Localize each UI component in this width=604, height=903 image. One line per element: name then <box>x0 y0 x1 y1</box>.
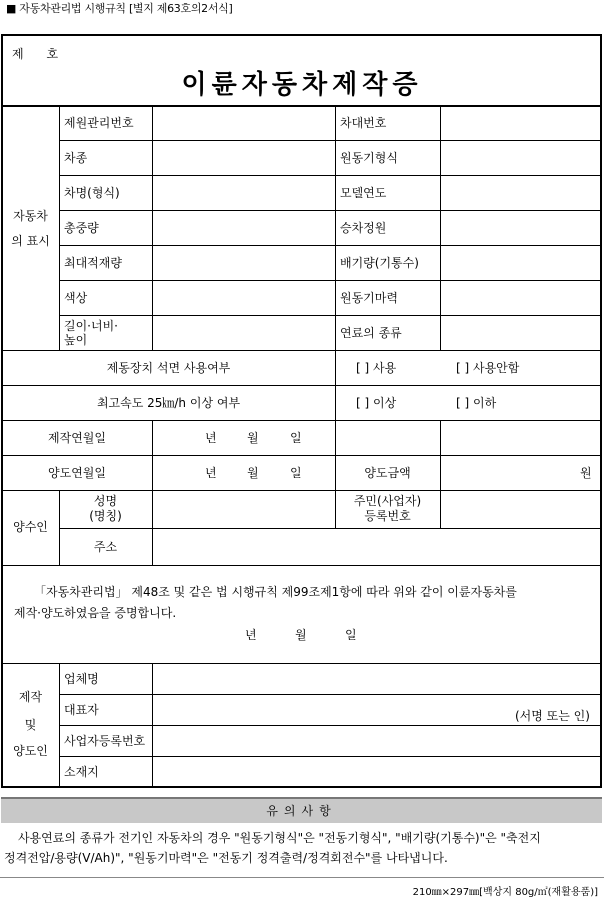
transferee-address-label: 주소 <box>93 540 118 554</box>
transferee-name-label: 성명 <box>93 494 118 508</box>
company-name-label: 업체명 <box>64 672 99 686</box>
transfer-month: 월 <box>247 466 259 480</box>
dimensions-label-2: 높이 <box>64 333 88 347</box>
vehicle-type-label: 차종 <box>64 151 88 165</box>
displacement-label: 배기량(기통수) <box>340 256 419 270</box>
transferee-id-label: 주민(사업자) <box>353 494 422 508</box>
spec-id-label: 제원관리번호 <box>64 116 134 130</box>
notes-line-2: 정격전압/용량(V/Ah)", "원동기마력"은 "전동기 정격출력/정격회전수"를 나타냅니다. <box>4 851 448 865</box>
certification-line-2: 제작·양도하였음을 증명합니다. <box>14 606 177 620</box>
transferee-id-label-2: 등록번호 <box>364 509 411 523</box>
certification-month: 월 <box>295 628 307 642</box>
transfer-amount-label: 양도금액 <box>364 466 411 480</box>
model-year-label: 모델연도 <box>340 186 387 200</box>
transfer-date-label: 양도연월일 <box>48 466 106 480</box>
fuel-type-label: 연료의 종류 <box>340 326 402 340</box>
certification-day: 일 <box>345 628 357 642</box>
vehicle-name-label: 차명(형식) <box>64 186 120 200</box>
horsepower-label: 원동기마력 <box>340 291 398 305</box>
manufacture-date-label: 제작연월일 <box>48 431 106 445</box>
certification-line-1: 「자동차관리법」 제48조 및 같은 법 시행규칙 제99조제1항에 따라 위와 같이 이륜자동차를 <box>34 585 517 599</box>
chassis-no-label: 차대번호 <box>340 116 387 130</box>
transferee-name-label-2: (명칭) <box>89 509 122 523</box>
representative-label: 대표자 <box>64 703 99 717</box>
engine-type-label: 원동기형식 <box>340 151 398 165</box>
paper-spec-footer: 210㎜×297㎜[백상지 80g/㎡(재활용품)] <box>412 887 598 898</box>
location-label: 소재지 <box>64 765 99 779</box>
form-number-label: 제 호 <box>12 47 59 61</box>
speed-below-checkbox[interactable]: [ ] 이하 <box>456 396 497 410</box>
gross-weight-label: 총중량 <box>64 221 99 235</box>
transfer-day: 일 <box>290 466 302 480</box>
form-title: 이륜자동차제작증 <box>181 70 423 100</box>
max-load-label: 최대적재량 <box>64 256 122 270</box>
transfer-amount-unit: 원 <box>580 466 592 480</box>
signature-note: (서명 또는 인) <box>515 709 590 723</box>
brake-asbestos-label: 제동장치 석면 사용여부 <box>106 361 231 375</box>
brake-use-checkbox[interactable]: [ ] 사용 <box>356 361 397 375</box>
vehicle-section-label: 자동차 <box>13 209 48 223</box>
notes-title: 유의사항 <box>266 804 337 818</box>
transferee-label: 양수인 <box>13 520 48 534</box>
max-speed-label: 최고속도 25㎞/h 이상 여부 <box>96 396 241 410</box>
notes-line-1: 사용연료의 종류가 전기인 자동차의 경우 "원동기형식"은 "전동기형식", "배기량(기통수)"은 "축전지 <box>18 831 541 845</box>
transfer-year: 년 <box>205 466 217 480</box>
brake-nonuse-checkbox[interactable]: [ ] 사용안함 <box>456 361 520 375</box>
manufacture-year: 년 <box>205 431 217 445</box>
dimensions-label: 길이·너비· <box>64 319 118 333</box>
color-label: 색상 <box>64 291 88 305</box>
manufacture-day: 일 <box>290 431 302 445</box>
seating-label: 승차정원 <box>340 221 387 235</box>
maker-label-2: 및 <box>24 718 37 732</box>
notes-title-bar <box>1 797 602 823</box>
certification-year: 년 <box>245 628 257 642</box>
business-no-label: 사업자등록번호 <box>64 734 146 748</box>
manufacture-month: 월 <box>247 431 259 445</box>
vehicle-section-label-2: 의 표시 <box>11 234 50 248</box>
speed-above-checkbox[interactable]: [ ] 이상 <box>356 396 397 410</box>
maker-label: 제작 <box>18 690 43 704</box>
maker-label-3: 양도인 <box>13 744 48 758</box>
form-header: ■ 자동차관리법 시행규칙 [별지 제63호의2서식] <box>6 2 233 15</box>
